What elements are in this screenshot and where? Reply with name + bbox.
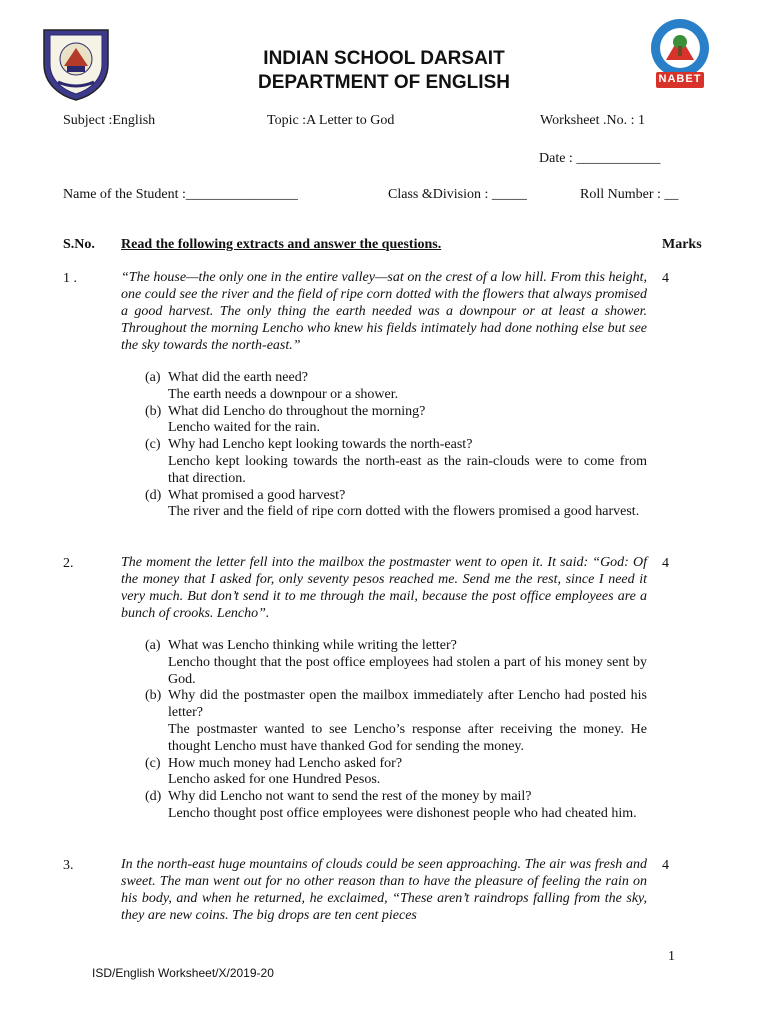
item-question: Why did Lencho not want to send the rest of the money by mail? [168,789,532,805]
marks-heading: Marks [662,237,702,252]
item-question: What promised a good harvest? [168,487,346,503]
item-label: (c) [145,755,161,771]
question-number: 1 . [63,271,77,286]
question-list [145,370,647,521]
item-label: (a) [145,638,161,653]
item-question: How much money had Lencho asked for? [168,755,403,771]
extract-text: In the north-east huge mountains of clouds could be seen approaching. The air was fresh and sweet. The man went out for no other reason than to have the pleasure of feeling the rain on his body, and when he returned, he exclaimed, “These aren’t raindrops falling from the sky, they are new coins. The big drops are ten cent pieces [121,857,647,923]
item-answer: Lencho thought post office employees were dishonest people who had cheated him. [168,805,637,821]
student-name-field: Name of the Student :________________ [63,187,298,202]
class-division-field: Class &Division : _____ [388,187,527,202]
item-answer: Lencho kept looking towards the north-east as the rain-clouds were to come from that direction. [168,453,647,486]
extract-text: “The house—the only one in the entire valley—sat on the crest of a low hill. From this height, one could see the river and the field of ripe corn dotted with the flowers that always promised a good harvest. The only thing the earth needed was a downpour or at least a shower. Throughout the morning Lencho who knew his fields intimately had done nothing else but see the sky towards the north-east.” [121,270,647,353]
item-question: What was Lencho thinking while writing the letter? [168,638,457,653]
question-marks: 4 [662,556,669,571]
item-label: (d) [145,789,162,805]
subject-field: Subject :English [63,113,156,128]
item-answer: The river and the field of ripe corn dotted with the flowers promised a good harvest. [168,504,640,520]
page-number: 1 [668,949,675,964]
question-number: 3. [63,858,74,873]
instruction-heading: Read the following extracts and answer the questions. [121,237,442,252]
item-label: (d) [145,487,162,503]
topic-field: Topic :A Letter to God [267,113,395,128]
roll-number-field: Roll Number : __ [580,187,679,202]
document-code: ISD/English Worksheet/X/2019-20 [92,966,274,980]
item-label: (a) [145,370,161,385]
date-field: Date : ____________ [539,151,661,166]
item-label: (b) [145,688,162,704]
item-answer: The postmaster wanted to see Lencho’s response after receiving the money. He thought Lencho must have thanked God for sending the money. [168,721,647,754]
item-label: (b) [145,403,162,419]
question-list [145,638,647,823]
item-answer: Lencho thought that the post office employees had stolen a part of his money sent by God. [168,654,647,687]
school-name: INDIAN SCHOOL DARSAIT [263,48,505,69]
question-number: 2. [63,556,74,571]
item-answer: Lencho asked for one Hundred Pesos. [168,772,381,788]
item-question: What did the earth need? [168,370,308,385]
question-marks: 4 [662,271,669,286]
item-question: What did Lencho do throughout the morning? [168,403,426,419]
item-label: (c) [145,437,161,453]
item-question: Why had Lencho kept looking towards the north-east? [168,437,473,453]
item-question: Why did the postmaster open the mailbox immediately after Lencho had posted his letter? [168,688,647,721]
sno-heading: S.No. [63,237,95,252]
item-answer: Lencho waited for the rain. [168,420,320,436]
worksheet-number: Worksheet .No. : 1 [540,113,646,128]
question-marks: 4 [662,858,669,873]
nabet-label: NABET [658,73,702,85]
department-name: DEPARTMENT OF ENGLISH [258,72,510,93]
item-answer: The earth needs a downpour or a shower. [168,386,399,402]
extract-text: The moment the letter fell into the mailbox the postmaster went to open it. It said: “God: Of the money that I asked for, only seventy pesos reached me. Send me the rest, since I need it very much. But don’t send it to me through the mail, because the post office employees are a bunch of crooks. Lencho”. [121,555,647,621]
